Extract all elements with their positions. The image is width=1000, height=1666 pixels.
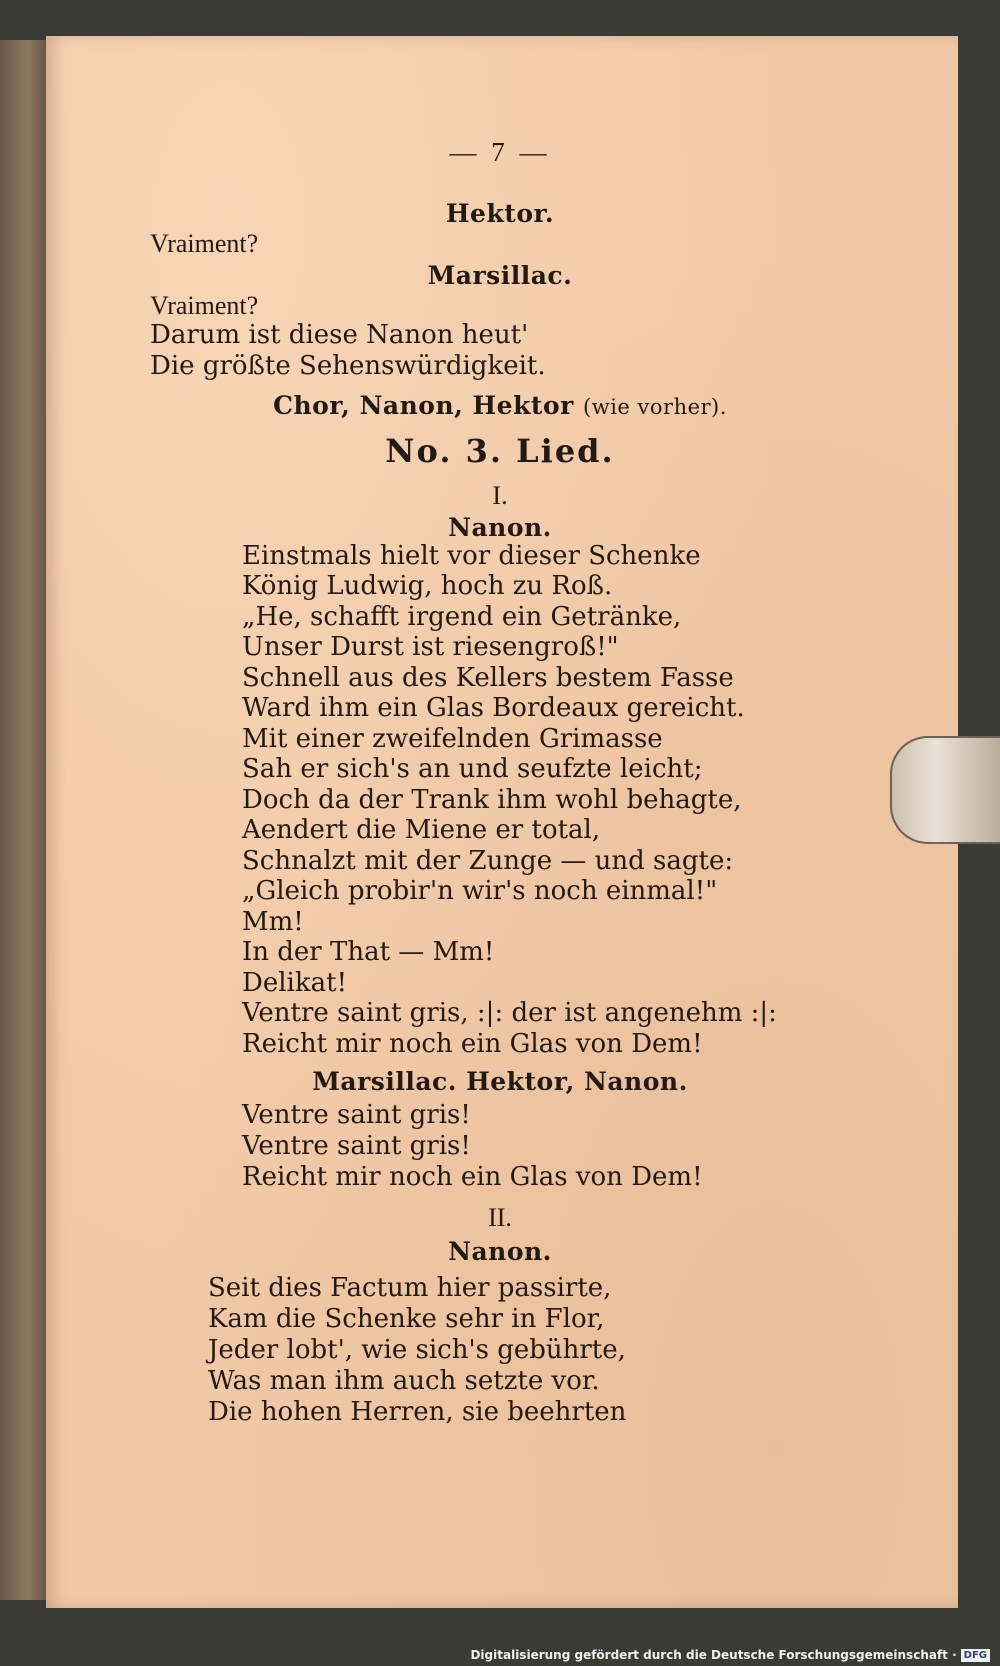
text-line: Die größte Sehenswürdigkeit. <box>150 351 546 381</box>
verse-line: In der That — Mm! <box>242 937 495 967</box>
speaker-group: Marsillac. Hektor, Nanon. <box>312 1067 688 1096</box>
speaker-nanon: Nanon. <box>448 1237 552 1266</box>
verse-line: König Ludwig, hoch zu Roß. <box>242 571 613 601</box>
verse-line: Reicht mir noch ein Glas von Dem! <box>242 1029 703 1059</box>
verse-line: Einstmals hielt vor dieser Schenke <box>242 541 701 571</box>
verse-line: Doch da der Trank ihm wohl behagte, <box>242 785 742 815</box>
chorus-line: Reicht mir noch ein Glas von Dem! <box>242 1162 703 1192</box>
verse-line: Was man ihm auch setzte vor. <box>208 1366 600 1396</box>
digitization-credit <box>470 1648 990 1662</box>
verse-number: I. <box>492 481 508 510</box>
speaker-hektor: Hektor. <box>445 199 555 228</box>
page-number: — 7 — <box>449 137 551 167</box>
stage-direction <box>0 390 1000 423</box>
verse-line: Jeder lobt', wie sich's gebührte, <box>208 1335 626 1365</box>
dfg-logo: DFG <box>961 1649 990 1662</box>
verse-line: Schnalzt mit der Zunge — und sagte: <box>242 846 734 876</box>
verse-line: Ward ihm ein Glas Bordeaux gereicht. <box>242 693 745 723</box>
verse-line: Mit einer zweifelnden Grimasse <box>242 724 663 754</box>
stage-direction-names: Chor, Nanon, Hektor <box>273 391 574 420</box>
verse-line: Mm! <box>242 907 304 937</box>
credit-text: Digitalisierung gefördert durch die Deutsche Forschungsgemeinschaft · <box>470 1648 957 1662</box>
verse-line: Ventre saint gris, :|: der ist angenehm :|: <box>242 998 777 1028</box>
text-line: Darum ist diese Nanon heut' <box>150 320 529 350</box>
verse-line: Kam die Schenke sehr in Flor, <box>208 1304 605 1334</box>
verse-line: Delikat! <box>242 968 348 998</box>
verse-line: Schnell aus des Kellers bestem Fasse <box>242 663 734 693</box>
text-line: Vraiment? <box>150 229 259 258</box>
chorus-line: Ventre saint gris! <box>242 1100 471 1130</box>
verse-line: Aendert die Miene er total, <box>242 815 601 845</box>
verse-line: Sah er sich's an und seufzte leicht; <box>242 754 703 784</box>
speaker-nanon: Nanon. <box>448 513 552 542</box>
verse-line: „Gleich probir'n wir's noch einmal!" <box>242 876 718 906</box>
verse-number: II. <box>488 1203 512 1232</box>
chorus-line: Ventre saint gris! <box>242 1131 471 1161</box>
verse-line: Seit dies Factum hier passirte, <box>208 1273 612 1303</box>
stage-direction-note: (wie vorher). <box>583 395 727 419</box>
verse-line: Die hohen Herren, sie beehrten <box>208 1397 627 1427</box>
verse-line: Unser Durst ist riesengroß!" <box>242 632 619 662</box>
verse-line: „He, schafft irgend ein Getränke, <box>242 602 682 632</box>
song-title: No. 3. Lied. <box>385 432 615 470</box>
speaker-marsillac: Marsillac. <box>427 261 573 290</box>
text-line: Vraiment? <box>150 291 259 320</box>
